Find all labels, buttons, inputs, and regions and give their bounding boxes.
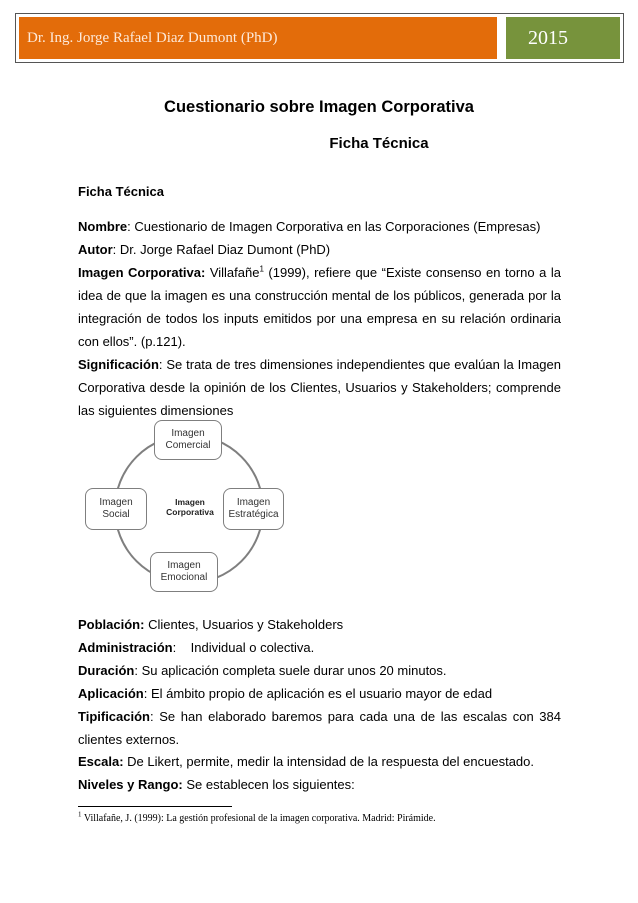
- field-autor: [78, 238, 561, 261]
- field-escala: [78, 750, 561, 773]
- header-year: 2015: [528, 27, 568, 49]
- field-duracion: [78, 659, 561, 682]
- header-year-block: [503, 14, 623, 62]
- field-tipificacion: [78, 705, 561, 751]
- field-niveles: [78, 773, 561, 796]
- document-title: Cuestionario sobre Imagen Corporativa: [164, 98, 474, 116]
- document-subtitle: Ficha Técnica: [329, 135, 429, 152]
- field-label: Imagen Corporativa:: [78, 265, 206, 280]
- field-nombre: [78, 215, 561, 238]
- diagram-node-comercial: [154, 420, 222, 460]
- field-label: Autor: [78, 242, 113, 257]
- diagram-node-emocional: [150, 552, 218, 592]
- field-value-cont: (1999), refiere que “Existe consenso en torno a la idea de que la imagen es una construcción mental de los públicos, generada por la integración de todos los inputs emitidos por una empresa en su relación ordinaria con ellos”. (p.121).: [78, 265, 561, 349]
- diagram-node-estrategica: [223, 488, 284, 530]
- footnote-text: Villafañe, J. (1999): La gestión profesional de la imagen corporativa. Madrid: Pirámide.: [81, 813, 436, 824]
- field-label: Aplicación: [78, 686, 144, 701]
- field-value: : Dr. Jorge Rafael Diaz Dumont (PhD): [112, 242, 331, 257]
- field-value: Villafañe: [205, 265, 260, 280]
- diagram-node-label: Imagen Estratégica: [228, 497, 279, 520]
- field-label: Niveles y Rango:: [78, 777, 183, 792]
- page-header: [15, 13, 624, 63]
- field-value: : Se trata de tres dimensiones independientes que evalúan la Imagen Corporativa desde la opinión de los Clientes, Usuarios y Stakeholders; comprende las siguientes dimensiones: [78, 357, 561, 418]
- field-value: De Likert, permite, medir la intensidad de la respuesta del encuestado.: [123, 754, 534, 769]
- field-value: : Su aplicación completa suele durar unos 20 minutos.: [134, 663, 447, 678]
- field-value: : Se han elaborado baremos para cada una de las escalas con 384 clientes externos.: [78, 709, 561, 747]
- field-value: : El ámbito propio de aplicación es el usuario mayor de edad: [143, 686, 493, 701]
- field-administracion: [78, 636, 561, 659]
- diagram-node-social: [85, 488, 147, 530]
- field-imagen-corporativa: [78, 261, 561, 353]
- field-label: Población:: [78, 617, 145, 632]
- section-heading: [78, 180, 561, 203]
- field-significacion: [78, 353, 561, 422]
- field-label: Tipificación: [78, 709, 150, 724]
- diagram-node-label: Imagen Emocional: [160, 560, 208, 583]
- diagram-node-label: Imagen Comercial: [165, 428, 211, 451]
- dimensions-diagram: [80, 413, 340, 598]
- field-label: Administración: [78, 640, 173, 655]
- footnote-separator: [78, 806, 232, 807]
- footnote-number: 1: [78, 810, 82, 819]
- field-value: : Individual o colectiva.: [172, 640, 315, 655]
- footnote-ref[interactable]: 1: [259, 264, 264, 274]
- footnote: [78, 810, 436, 824]
- field-poblacion: [78, 613, 561, 636]
- field-aplicacion: [78, 682, 561, 705]
- header-author: Dr. Ing. Jorge Rafael Diaz Dumont (PhD): [27, 30, 278, 46]
- field-label: Duración: [78, 663, 135, 678]
- field-value: Se establecen los siguientes:: [182, 777, 355, 792]
- section-heading-text: Ficha Técnica: [78, 184, 164, 199]
- field-value: Clientes, Usuarios y Stakeholders: [144, 617, 344, 632]
- header-author-block: [16, 14, 500, 62]
- diagram-center-label: Imagen Corporativa: [166, 497, 214, 517]
- field-label: Nombre: [78, 219, 128, 234]
- diagram-node-label: Imagen Social: [99, 497, 133, 520]
- field-label: Significación: [78, 357, 159, 372]
- field-value: : Cuestionario de Imagen Corporativa en las Corporaciones (Empresas): [127, 219, 541, 234]
- field-label: Escala:: [78, 754, 124, 769]
